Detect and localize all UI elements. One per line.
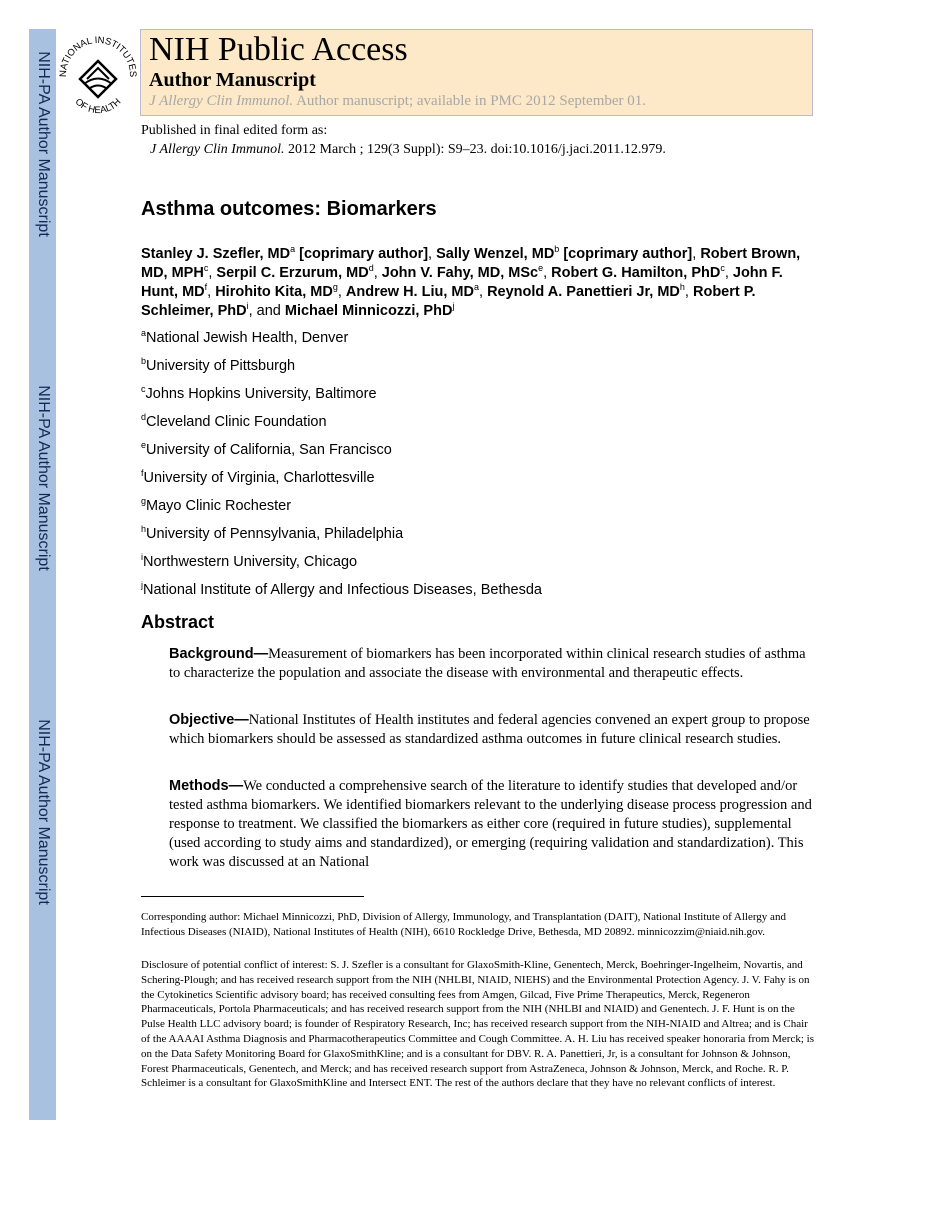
affiliation-list (141, 323, 542, 603)
header-subtitle: Author Manuscript (149, 69, 316, 91)
abstract-background: Background—Measurement of biomarkers has been incorporated within clinical research studies of asthma to characterize the population and associate the disease with environmental and therapeutic effects. (169, 646, 806, 681)
affiliation-item: $^g$Mayo Clinic Rochester (141, 496, 292, 514)
article-title: Asthma outcomes: Biomarkers (141, 198, 437, 220)
footnote-disclosure: Disclosure of potential conflict of interest: S. J. Szefler is a consultant for GlaxoSmith-Kline, Genentech, Merck, Boehringer-Ingelheim, Novartis, and Schering-Plough; and has received research support from the NIH (NHLBI, NIAID, NIEHS) and the Environmental Protection Agency. J. V. Fahy is on the Cytokinetics Scientific advisory board; has received consulting fees from Amgen, Gilcad, Five Prime Therapeutics, Merck, Regeneron Pharmaceuticals, Portola Pharmaceuticals; and has received research support from the NIH (NHLBI and NIAID) and Genentech. J. F. Hunt is on the Pulse Health LLC advisory board; is founder of Respiratory Research, Inc; has received research support from the NIH-NIAID and Altrea; and is Chair of the AAAAI Asthma Diagnosis and Pharmacotherapeutics Committee and Cough Committee. A. H. Liu has received speaker honoraria from Merck; is on the Data Safety Monitoring Board for GlaxoSmithKline; and is a consultant for DBV. R. A. Panettieri, Jr, is a consultant for Johnson & Johnson, Forest Pharmaceuticals, Genentech, and Merck; and has received research support from AstraZeneca, Johnson & Johnson, Merck, and Roche. R. P. Schleimer is a consultant for GlaxoSmithKline and Intersect ENT. The rest of the authors declare that they have no relevant conflicts of interest. (141, 959, 814, 1090)
author-list: Stanley J. Szefler, $MD^a$ [coprimary author], Sally Wenzel, $MD^b$ [coprimary author], Robert Brown, MD, MPH$^c$, Serpil C. Erzurum, $MD^d$, John V. Fahy, MD, MSc$^e$, Robert G. Hamilton, PhD$^c$, John F. Hunt, $MD^f$, Hirohito Kita, $MD^g$, Andrew H. Liu, $MD^a$, Reynold A. Panettieri Jr, $MD^h$, Robert P. Schleimer, PhD$^i$, and Michael Minnicozzi, PhD$^j$ (141, 244, 801, 319)
footnote-divider (141, 896, 364, 897)
nih-header (140, 29, 813, 116)
affiliation-item: $^b$University of Pittsburgh (141, 356, 296, 374)
publication-info: Published in final edited form as: J Allergy Clin Immunol. 2012 March ; 129(3 Suppl): S9–23. doi:10.1016/j.jaci.2011.12.979. (141, 123, 666, 157)
footnote-corresponding: Corresponding author: Michael Minnicozzi, PhD, Division of Allergy, Immunology, and Transplantation (DAIT), National Institute of Allergy and Infectious Diseases (NIAID), National Institutes of Health (NIH), 6610 Rockledge Drive, Bethesda, MD 20892. minnicozzim@niaid.nih.gov. (141, 911, 786, 938)
abstract-heading: Abstract (141, 612, 215, 632)
svg-text:NATIONAL INSTITUTES: NATIONAL INSTITUTES (57, 34, 139, 78)
header-title: NIH Public Access (149, 31, 408, 68)
svg-text:OF HEALTH: OF HEALTH (72, 96, 124, 115)
abstract-objective: Objective—National Institutes of Health institutes and federal agencies convened an expert group to propose which biomarkers should be assessed as standardized asthma outcomes in future clinical research studies. (169, 712, 810, 747)
abstract-methods: Methods—We conducted a comprehensive search of the literature to identify studies that developed and/or tested asthma biomarkers. We identified biomarkers relevant to the underlying disease process progression and response to treatment. We classified the biomarkers as either core (required in future studies), supplemental (used according to study aims and standardized), or emerging (requiring validation and standardization). This work was discussed at an National (169, 778, 812, 870)
nih-seal-logo (56, 29, 140, 115)
side-banner (29, 29, 56, 1120)
affiliation-item: $^a$National Jewish Health, Denver (141, 328, 349, 346)
affiliation-item: $^c$Johns Hopkins University, Baltimore (141, 384, 377, 402)
affiliation-item: $^d$Cleveland Clinic Foundation (141, 412, 327, 430)
side-label-3: NIH-PA Author Manuscript (34, 719, 52, 905)
affiliation-item: $^j$National Institute of Allergy and Infectious Diseases, Bethesda (141, 580, 542, 598)
affiliation-item: $^i$Northwestern University, Chicago (141, 552, 358, 570)
affiliation-item: $^e$University of California, San Francisco (141, 440, 392, 458)
side-label-2: NIH-PA Author Manuscript (34, 385, 52, 571)
header-journal-line: J Allergy Clin Immunol. Author manuscript; available in PMC 2012 September 01. (149, 93, 647, 109)
affiliation-item: $^f$University of Virginia, Charlottesville (141, 468, 375, 486)
affiliation-item: $^h$University of Pennsylvania, Philadelphia (141, 524, 404, 542)
side-label-1: NIH-PA Author Manuscript (34, 51, 52, 237)
